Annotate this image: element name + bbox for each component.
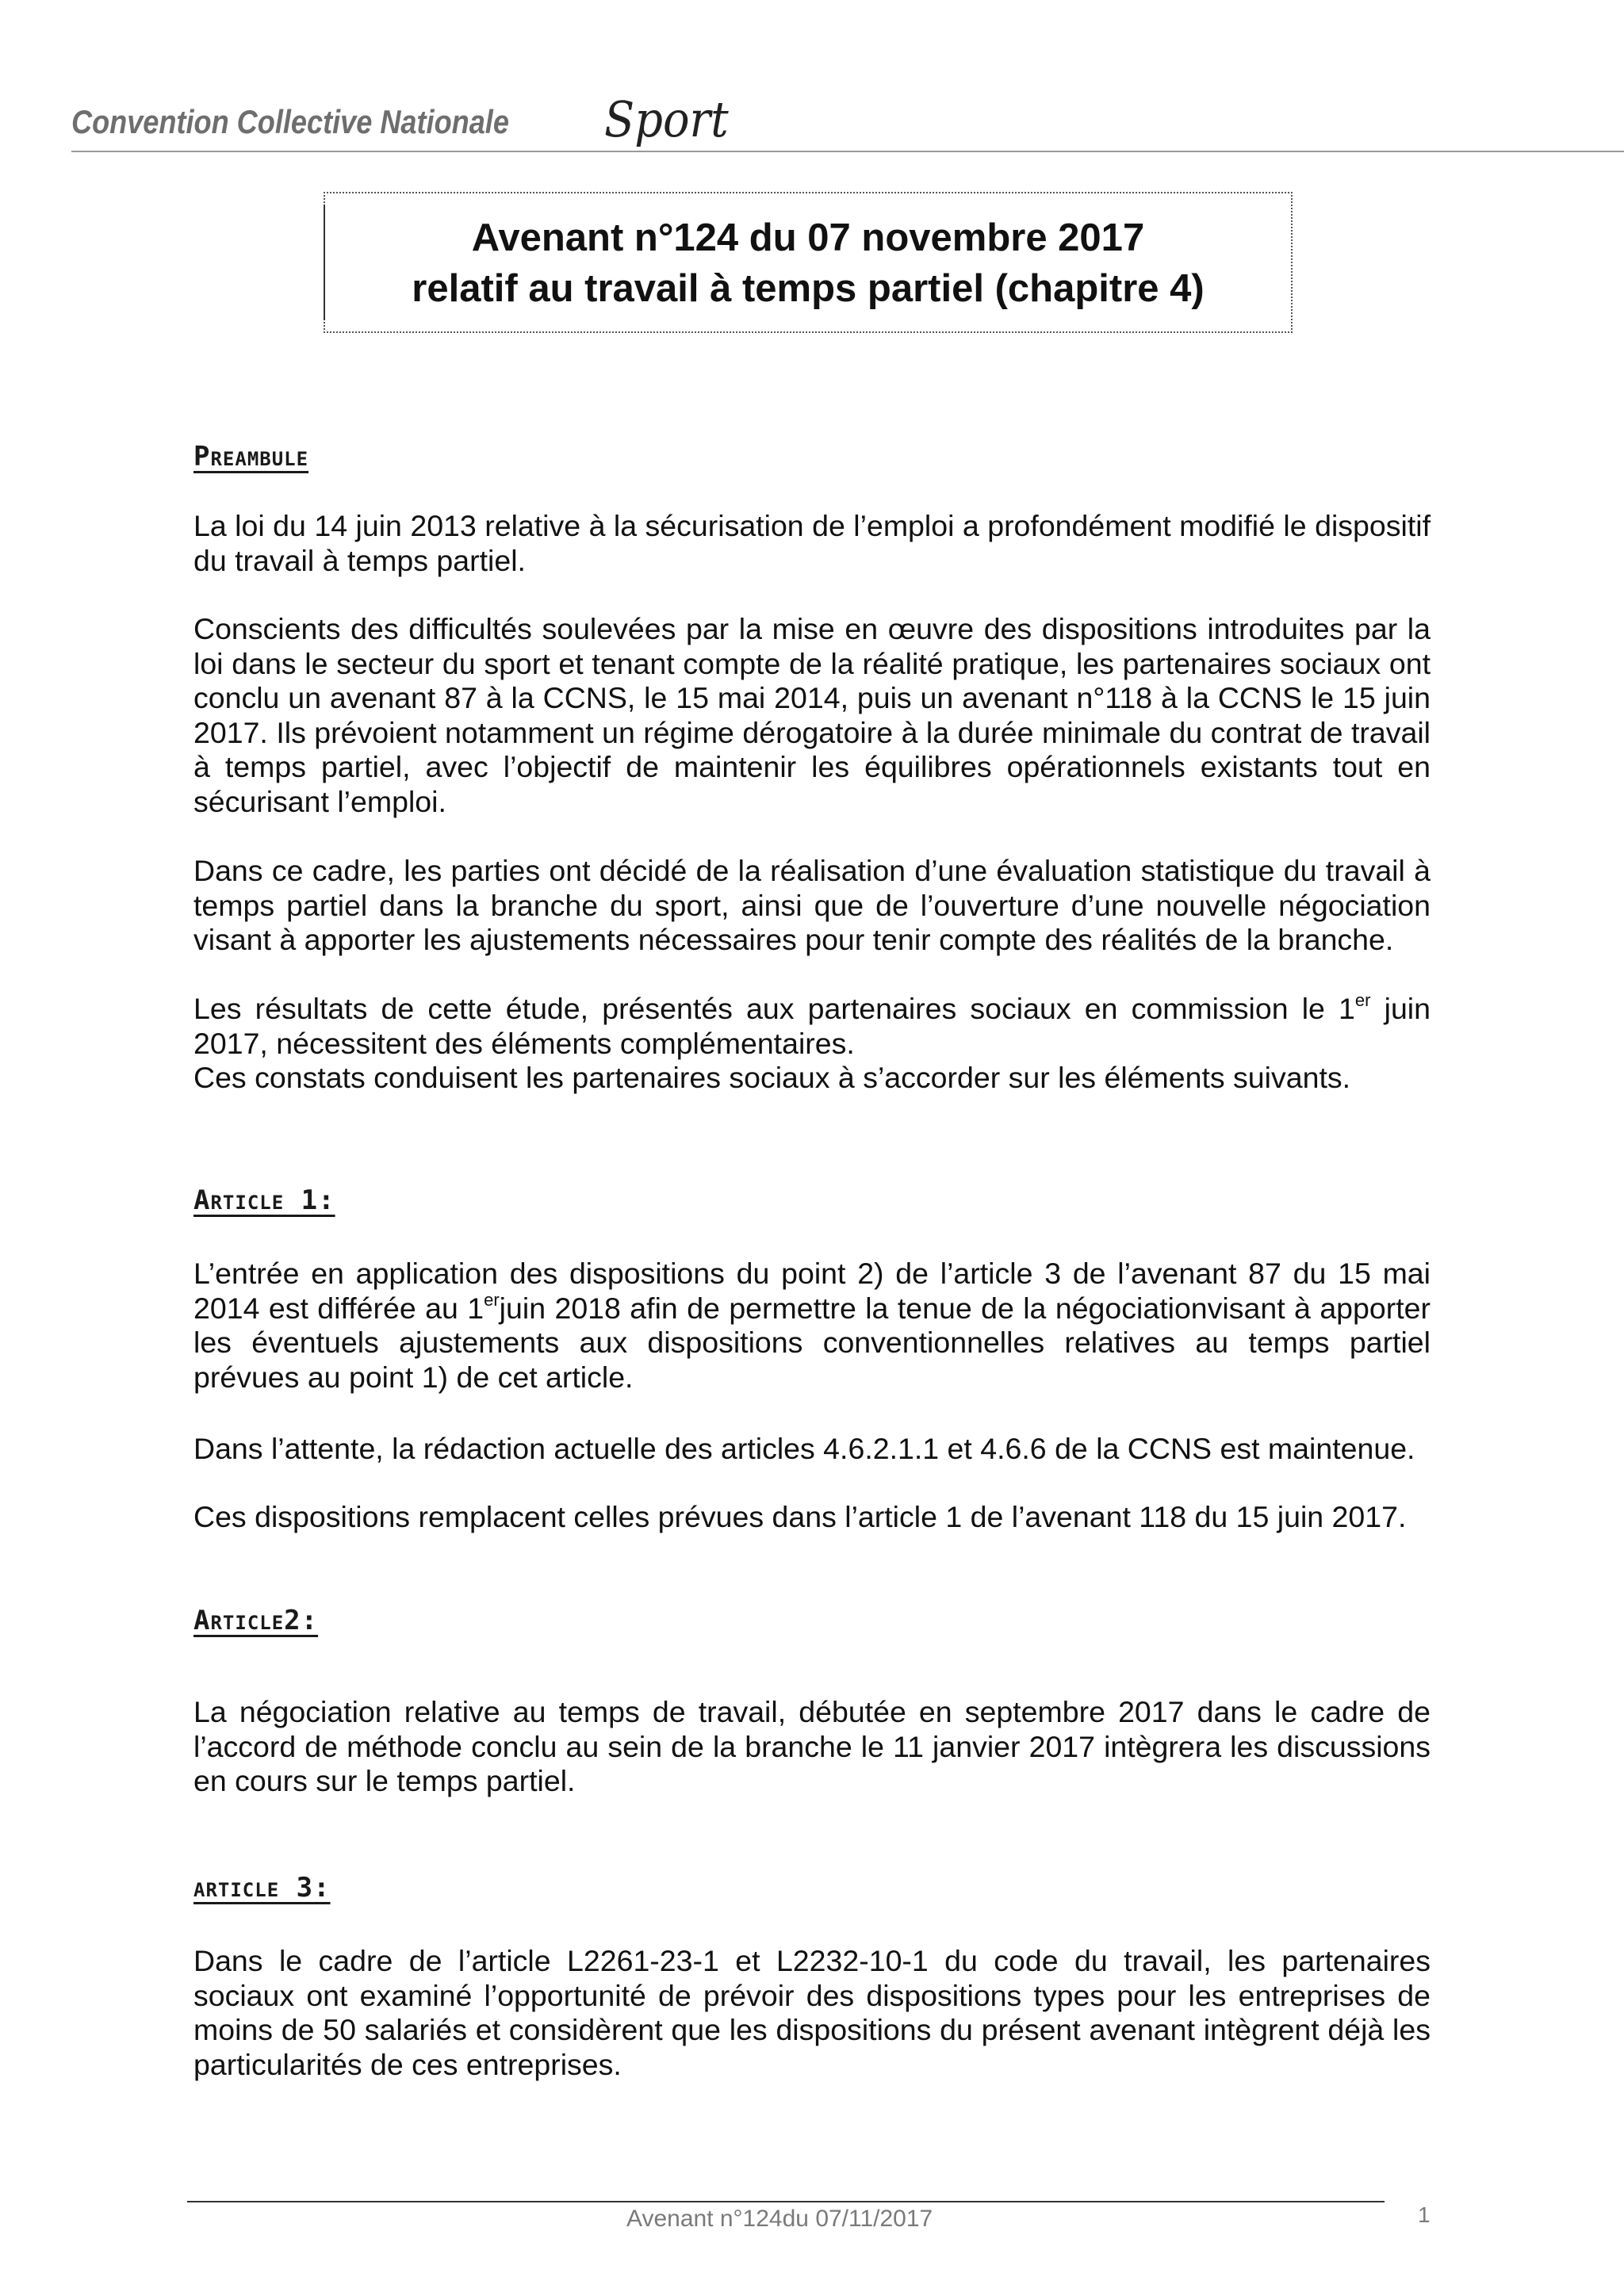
article-1-paragraph-1	[193, 1257, 1431, 1395]
footer-divider	[187, 2201, 1385, 2202]
header-brand-logo: Sport	[604, 90, 729, 148]
header-title: Convention Collective Nationale	[71, 103, 509, 140]
preambule-p4-text-b: juin 2017, nécessitent des éléments complémentaires.	[193, 992, 1431, 1060]
preambule-p4-text-a: Les résultats de cette étude, présentés aux partenaires sociaux en commission le 1	[193, 992, 1355, 1025]
article-1-p1-text-a: L’entrée en application des dispositions du point 2) de l’article 3 de l’avenant 87 du 15 mai 2014 est différée au 1	[193, 1257, 1431, 1325]
article-3-heading: article 3:	[193, 1872, 331, 1904]
preambule-paragraph-4	[193, 992, 1431, 1096]
preambule-p4-superscript: er	[1354, 990, 1371, 1010]
preambule-p4-text-c: Ces constats conduisent les partenaires sociaux à s’accorder sur les éléments suivants.	[193, 1061, 1351, 1094]
article-1-paragraph-2: Dans l’attente, la rédaction actuelle des articles 4.6.2.1.1 et 4.6.6 de la CCNS est maintenue.	[193, 1432, 1415, 1465]
footer-text: Avenant n°124du 07/11/2017	[626, 2206, 933, 2232]
article-1-p1-superscript: er	[484, 1289, 500, 1310]
document-title-box	[324, 192, 1293, 333]
page-number: 1	[1418, 2202, 1431, 2227]
article-1-p1-text-b: juin 2018 afin de permettre la tenue de la négociationvisant à apporter les éventuels ajustements aux dispositions conventionnelles relatives au temps partiel prévues au point 1) de cet article.	[193, 1291, 1431, 1394]
article-2-heading: Article2:	[193, 1605, 319, 1636]
article-1-paragraph-3: Ces dispositions remplacent celles prévues dans l’article 1 de l’avenant 118 du 15 juin 2017.	[193, 1500, 1407, 1533]
article-2-paragraph-1: La négociation relative au temps de travail, débutée en septembre 2017 dans le cadre de l’accord de méthode conclu au sein de la branche le 11 janvier 2017 intègrera les discussions en cours sur le temps partiel.	[193, 1695, 1431, 1797]
document-title-line-2: relatif au travail à temps partiel (chapitre 4)	[412, 267, 1205, 310]
article-3-paragraph-1: Dans le cadre de l’article L2261-23-1 et L2232-10-1 du code du travail, les partenaires sociaux ont examiné l’opportunité de prévoir des dispositions types pour les entreprises de moins de 50 salariés et considèrent que les dispositions du présent avenant intègrent déjà les particularités de ces entreprises.	[193, 1944, 1431, 2081]
preambule-paragraph-2: Conscients des difficultés soulevées par la mise en œuvre des dispositions introduites par la loi dans le secteur du sport et tenant compte de la réalité pratique, les partenaires sociaux ont conclu un avenant 87 à la CCNS, le 15 mai 2014, puis un avenant n°118 à la CCNS le 15 juin 2017. Ils prévoient notamment un régime dérogatoire à la durée minimale du contrat de travail à temps partiel, avec l’objectif de maintenir les équilibres opérationnels existants tout en sécurisant l’emploi.	[193, 612, 1431, 818]
running-header	[71, 90, 1624, 152]
preambule-heading: Preambule	[193, 441, 309, 473]
document-title-line-1: Avenant n°124 du 07 novembre 2017	[471, 216, 1145, 259]
article-1-heading: Article 1:	[193, 1184, 335, 1216]
preambule-paragraph-1: La loi du 14 juin 2013 relative à la sécurisation de l’emploi a profondément modifié le dispositif du travail à temps partiel.	[193, 509, 1431, 577]
preambule-paragraph-3: Dans ce cadre, les parties ont décidé de la réalisation d’une évaluation statistique du travail à temps partiel dans la branche du sport, ainsi que de l’ouverture d’une nouvelle négociation visant à apporter les ajustements nécessaires pour tenir compte des réalités de la branche.	[193, 854, 1431, 956]
